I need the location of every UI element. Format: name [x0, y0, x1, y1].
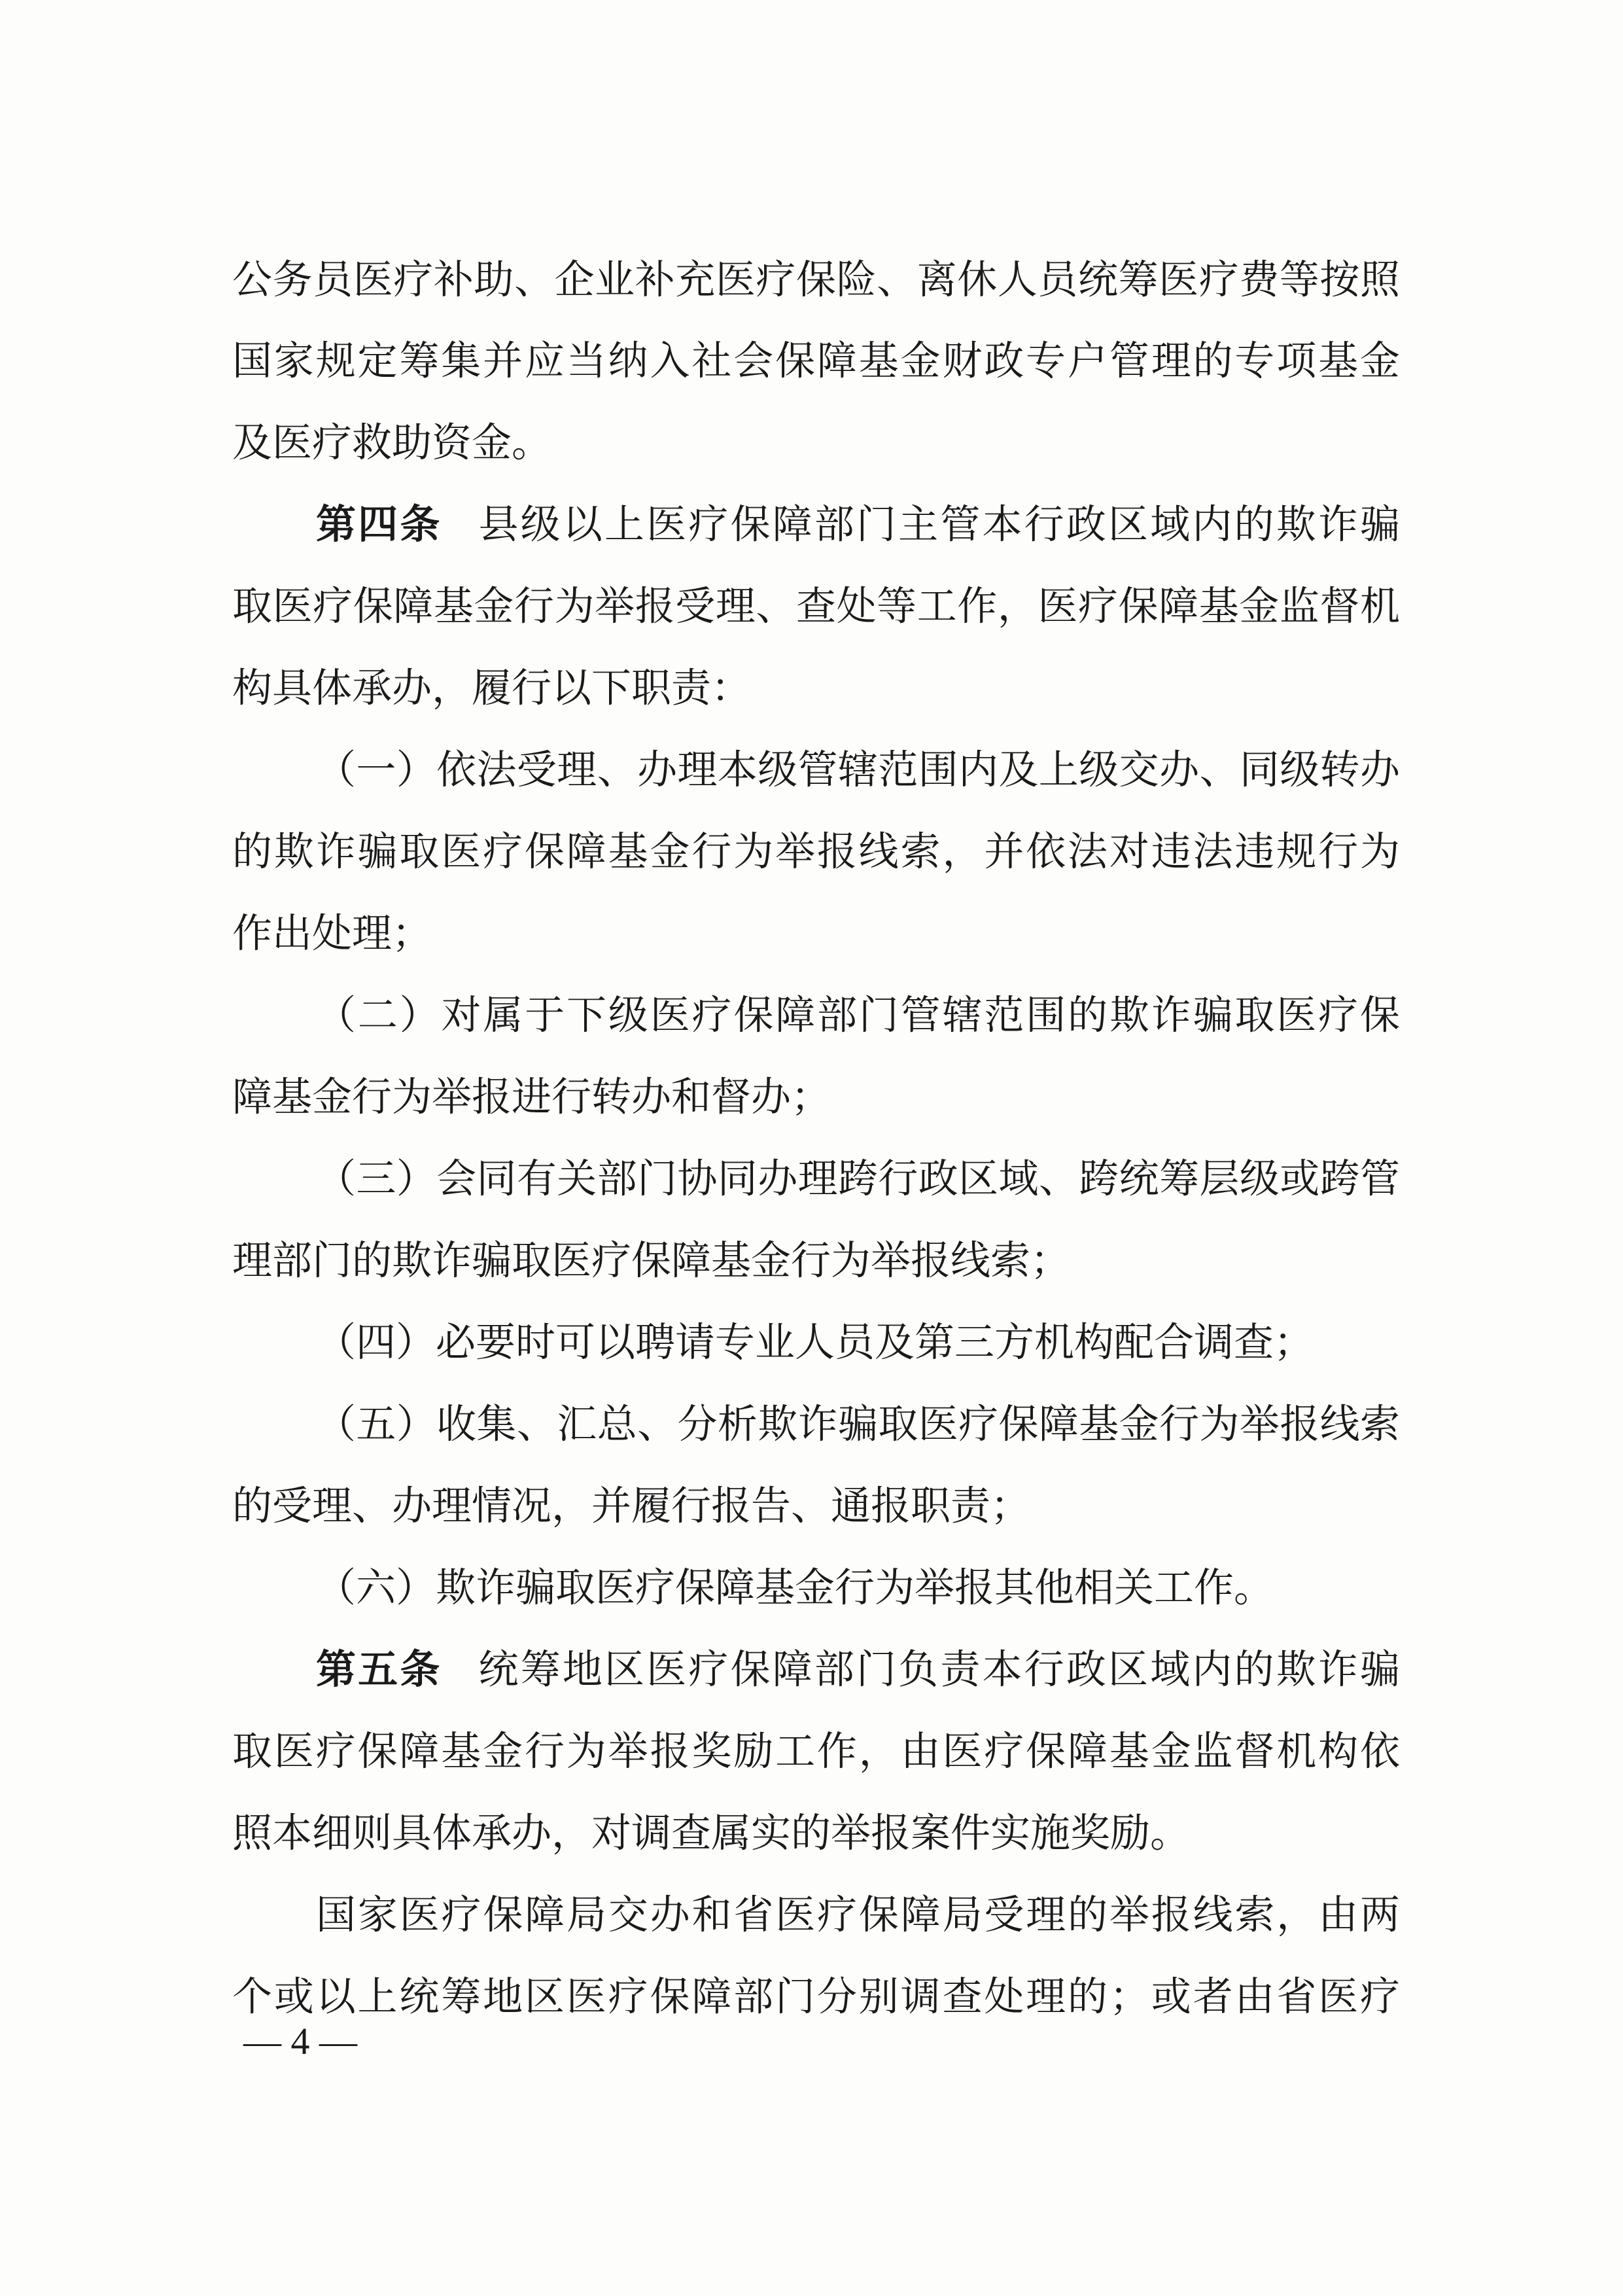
- text-line: 的欺诈骗取医疗保障基金行为举报线索，并依法对违法违规行为: [232, 828, 1400, 875]
- text-line: 的受理、办理情况，并履行报告、通报职责；: [232, 1483, 1031, 1529]
- page-number: — 4 —: [243, 2020, 357, 2062]
- text-line: 县级以上医疗保障部门主管本行政区域内的欺诈骗: [478, 501, 1400, 548]
- text-line: 障基金行为举报进行转办和督办；: [232, 1074, 831, 1120]
- text-line: 理部门的欺诈骗取医疗保障基金行为举报线索；: [232, 1237, 1071, 1284]
- text-line: 国家规定筹集并应当纳入社会保障基金财政专户管理的专项基金: [232, 338, 1400, 384]
- list-item-6: （六）欺诈骗取医疗保障基金行为举报其他相关工作。: [316, 1564, 1274, 1611]
- text-line: 取医疗保障基金行为举报受理、查处等工作，医疗保障基金监督机: [232, 583, 1400, 629]
- list-item-3: （三）会同有关部门协同办理跨行政区域、跨统筹层级或跨管: [316, 1156, 1400, 1202]
- list-item-2: （二）对属于下级医疗保障部门管辖范围的欺诈骗取医疗保: [316, 992, 1400, 1038]
- text-line: 个或以上统筹地区医疗保障部门分别调查处理的；或者由省医疗: [232, 1973, 1400, 2020]
- text-line: 统筹地区医疗保障部门负责本行政区域内的欺诈骗: [478, 1646, 1400, 1693]
- article-5-heading: 第五条: [316, 1646, 442, 1693]
- article-4-heading: 第四条: [316, 501, 442, 548]
- list-item-5: （五）收集、汇总、分析欺诈骗取医疗保障基金行为举报线索: [316, 1401, 1400, 1447]
- article-4-first-line: [316, 499, 1400, 551]
- text-line: 照本细则具体承办，对调查属实的举报案件实施奖励。: [232, 1810, 1191, 1856]
- list-item-1: （一）依法受理、办理本级管辖范围内及上级交办、同级转办: [316, 747, 1400, 793]
- text-line: 公务员医疗补助、企业补充医疗保险、离休人员统筹医疗费等按照: [232, 256, 1400, 303]
- text-line: 构具体承办，履行以下职责：: [232, 665, 752, 711]
- text-line: 及医疗救助资金。: [232, 419, 552, 466]
- article-5-first-line: [316, 1644, 1400, 1696]
- text-line: 作出处理；: [232, 910, 432, 957]
- list-item-4: （四）必要时可以聘请专业人员及第三方机构配合调查；: [316, 1319, 1314, 1366]
- text-line: 取医疗保障基金行为举报奖励工作，由医疗保障基金监督机构依: [232, 1728, 1400, 1775]
- text-line: 国家医疗保障局交办和省医疗保障局受理的举报线索，由两: [316, 1892, 1400, 1938]
